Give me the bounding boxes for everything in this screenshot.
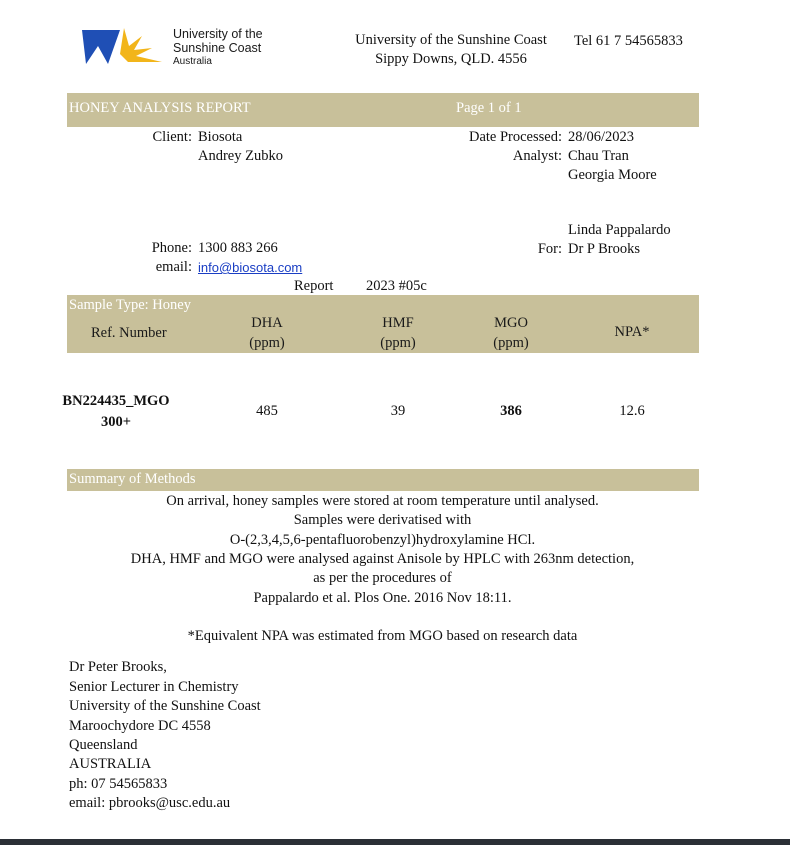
client-contact: Andrey Zubko — [198, 148, 283, 164]
row-dha: 485 — [256, 403, 278, 419]
row-ref-line2: 300+ — [100, 414, 131, 430]
org-name: University of the Sunshine Coast — [355, 32, 547, 48]
page-indicator: Page 1 of 1 — [456, 100, 522, 116]
row-npa: 12.6 — [619, 403, 645, 419]
analyst-label: Analyst: — [512, 148, 562, 164]
methods-line: O-(2,3,4,5,6-pentafluorobenzyl)hydroxylamine HCl. — [229, 532, 536, 548]
signature-line: ph: 07 54565833 — [69, 776, 168, 792]
signature-line: Dr Peter Brooks, — [69, 659, 167, 675]
methods-line: On arrival, honey samples were stored at room temperature until analysed. — [166, 493, 599, 509]
org-tel: Tel 61 7 54565833 — [574, 33, 683, 49]
col-header-mgo-unit: (ppm) — [493, 335, 529, 351]
col-header-ref: Ref. Number — [91, 325, 167, 341]
methods-line: as per the procedures of — [313, 570, 452, 586]
bottom-bar — [0, 839, 790, 845]
report-number: 2023 #05c — [366, 278, 427, 294]
col-header-hmf-unit: (ppm) — [380, 335, 416, 351]
phone-label: Phone: — [151, 240, 192, 256]
methods-band — [67, 469, 699, 491]
methods-note: *Equivalent NPA was estimated from MGO based on research data — [187, 628, 578, 644]
client-label: Client: — [152, 129, 192, 145]
col-header-dha: DHA — [251, 315, 283, 331]
analyst-name: Georgia Moore — [568, 167, 657, 183]
col-header-dha-unit: (ppm) — [249, 335, 285, 351]
report-title: HONEY ANALYSIS REPORT — [69, 100, 251, 116]
sample-type: Sample Type: Honey — [69, 297, 191, 313]
for-name: Dr P Brooks — [568, 241, 640, 257]
analyst-name: Chau Tran — [568, 148, 629, 164]
org-address: Sippy Downs, QLD. 4556 — [375, 51, 527, 67]
methods-line: Pappalardo et al. Plos One. 2016 Nov 18:11. — [253, 590, 512, 606]
col-header-npa: NPA* — [614, 324, 650, 340]
signature-line: University of the Sunshine Coast — [69, 698, 261, 714]
client-phone: 1300 883 266 — [198, 240, 278, 256]
logo-line3: Australia — [173, 56, 212, 67]
col-header-mgo: MGO — [494, 315, 528, 331]
signature-line: email: pbrooks@usc.edu.au — [69, 795, 231, 811]
col-header-hmf: HMF — [382, 315, 414, 331]
signature-line: Senior Lecturer in Chemistry — [69, 679, 239, 695]
row-mgo: 386 — [500, 403, 522, 419]
signature-line: AUSTRALIA — [69, 756, 152, 772]
analyst-name: Linda Pappalardo — [568, 222, 671, 238]
report-label: Report — [294, 278, 334, 294]
report-title-band — [67, 93, 699, 127]
date-processed: 28/06/2023 — [568, 129, 635, 145]
signature-line: Maroochydore DC 4558 — [69, 718, 211, 734]
logo-line1: University of the — [173, 27, 263, 41]
for-label: For: — [537, 241, 562, 257]
methods-line: Samples were derivatised with — [293, 512, 472, 528]
methods-title: Summary of Methods — [69, 471, 196, 487]
email-label: email: — [155, 259, 192, 275]
row-hmf: 39 — [390, 403, 406, 419]
table-header-band — [67, 295, 699, 353]
logo-line2: Sunshine Coast — [173, 41, 262, 55]
methods-line: DHA, HMF and MGO were analysed against Anisole by HPLC with 263nm detection, — [130, 551, 635, 567]
client-email-link[interactable]: info@biosota.com — [198, 260, 303, 275]
client-name: Biosota — [198, 129, 243, 145]
row-ref-line1: BN224435_MGO — [62, 393, 170, 409]
date-processed-label: Date Processed: — [468, 129, 562, 145]
usc-logo-mark-icon — [80, 24, 166, 68]
signature-line: Queensland — [69, 737, 138, 753]
